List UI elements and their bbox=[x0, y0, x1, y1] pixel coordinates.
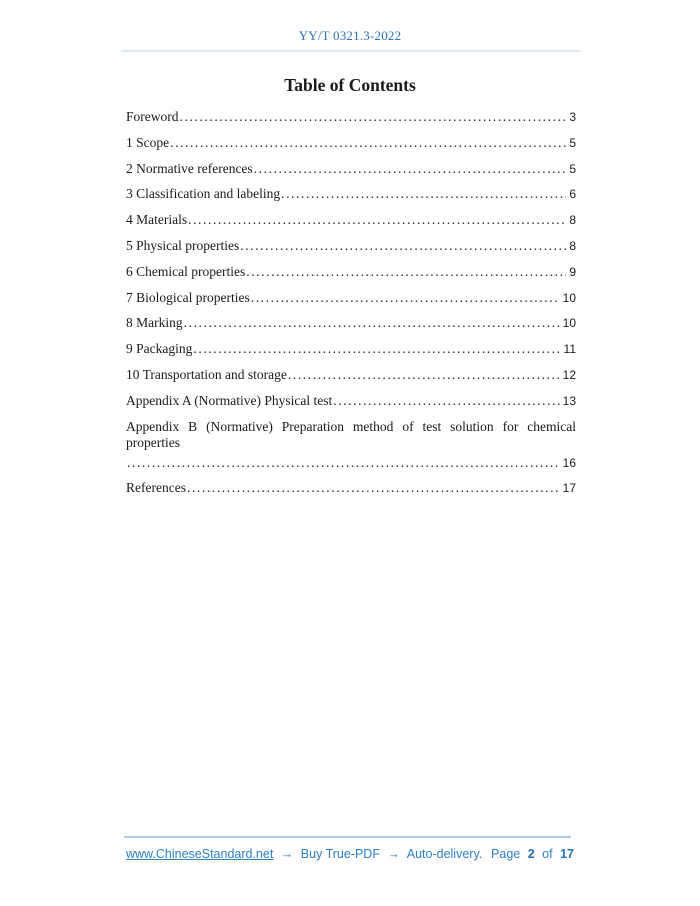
toc-entry-label: 4 Materials bbox=[126, 212, 188, 228]
toc-leader-dots bbox=[254, 161, 567, 177]
toc-entry-label: References bbox=[126, 480, 186, 496]
toc-page-number: 10 bbox=[562, 316, 576, 331]
page-footer bbox=[126, 847, 574, 861]
arrow-icon: → bbox=[387, 847, 400, 861]
toc-leader-dots bbox=[193, 341, 560, 357]
toc-page-number: 3 bbox=[569, 110, 576, 124]
toc-list bbox=[126, 109, 576, 506]
total-page-number: 17 bbox=[560, 847, 574, 861]
toc-entry bbox=[126, 212, 576, 228]
toc-entry-label: Appendix B (Normative) Preparation method of test solution for chemical properties bbox=[126, 418, 576, 450]
of-word: of bbox=[542, 847, 553, 861]
toc-leader-dots bbox=[246, 264, 566, 280]
toc-leader-dots bbox=[184, 315, 560, 331]
toc-page-number: 9 bbox=[569, 264, 576, 279]
toc-entry bbox=[126, 341, 576, 357]
toc-leader-dots bbox=[281, 186, 566, 202]
toc-entry-label: 2 Normative references bbox=[126, 160, 253, 176]
toc-leader-dots bbox=[333, 393, 559, 409]
toc-page-number: 5 bbox=[569, 135, 576, 150]
header-rule bbox=[121, 50, 580, 52]
toc-entry bbox=[126, 109, 576, 125]
toc-leader-dots bbox=[288, 367, 560, 383]
toc-entry-label: 9 Packaging bbox=[126, 341, 193, 357]
toc-leader-dots bbox=[180, 109, 567, 125]
toc-entry bbox=[126, 238, 576, 254]
toc-entry-label: 5 Physical properties bbox=[126, 237, 240, 253]
toc-page-number: 11 bbox=[563, 342, 576, 357]
toc-page-number: 8 bbox=[569, 238, 576, 253]
toc-entry-label: 1 Scope bbox=[126, 134, 170, 150]
toc-entry-wrapped bbox=[126, 419, 576, 471]
toc-entry bbox=[126, 367, 576, 383]
toc-entry bbox=[126, 161, 576, 177]
buy-pdf-text: Buy True-PDF bbox=[300, 847, 380, 861]
toc-leader-dots bbox=[251, 290, 560, 306]
toc-leader-dots bbox=[188, 212, 566, 228]
toc-page-number: 16 bbox=[562, 455, 576, 470]
toc-page-number: 17 bbox=[562, 481, 576, 496]
current-page-number: 2 bbox=[527, 847, 535, 861]
toc-entry-label: 10 Transportation and storage bbox=[126, 366, 287, 382]
toc-page-number: 5 bbox=[569, 161, 576, 176]
toc-leader-dots bbox=[127, 455, 560, 471]
toc-page-number: 12 bbox=[562, 367, 576, 382]
toc-leader-dots bbox=[187, 480, 560, 496]
footer-promo bbox=[126, 847, 486, 861]
toc-page-number: 13 bbox=[562, 393, 576, 408]
toc-entry-label: 3 Classification and labeling bbox=[126, 186, 281, 202]
arrow-icon: → bbox=[280, 847, 294, 861]
auto-delivery-text: Auto-delivery. bbox=[406, 847, 483, 861]
toc-page-number: 10 bbox=[562, 290, 576, 305]
toc-page-number: 6 bbox=[569, 187, 576, 202]
toc-entry-label: 8 Marking bbox=[126, 315, 183, 331]
footer-rule bbox=[124, 836, 571, 838]
page-title: Table of Contents bbox=[284, 75, 416, 95]
toc-entry bbox=[126, 135, 576, 151]
toc-page-number: 8 bbox=[569, 213, 576, 228]
toc-entry bbox=[126, 186, 576, 202]
page-header-doc-number: YY/T 0321.3-2022 bbox=[298, 28, 402, 43]
toc-leader-dots bbox=[170, 135, 566, 151]
page-indicator bbox=[487, 847, 574, 861]
toc-entry bbox=[126, 393, 576, 409]
toc-entry-label: 6 Chemical properties bbox=[126, 263, 246, 279]
toc-entry bbox=[126, 315, 576, 331]
toc-entry-label: Foreword bbox=[126, 109, 179, 124]
toc-entry-label: 7 Biological properties bbox=[126, 289, 250, 305]
page-word: Page bbox=[491, 847, 521, 861]
toc-entry-label: Appendix A (Normative) Physical test bbox=[126, 392, 333, 408]
toc-entry bbox=[126, 480, 576, 496]
website-link[interactable]: www.ChineseStandard.net bbox=[126, 847, 274, 861]
toc-entry bbox=[126, 290, 576, 306]
toc-leader-dots bbox=[240, 238, 566, 254]
toc-entry bbox=[126, 264, 576, 280]
